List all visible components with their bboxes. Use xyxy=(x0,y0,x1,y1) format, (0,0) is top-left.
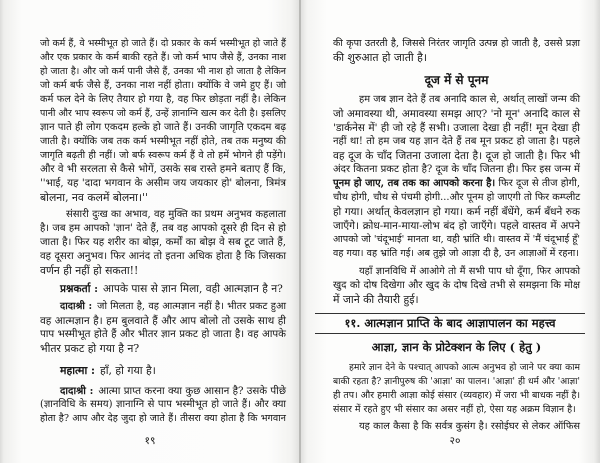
text-line: है। जब हम आपको 'ज्ञान' देते हैं, तब वह आपको दूसरे ही दिन से हो xyxy=(40,223,286,234)
text-line: हो जाता है। और जो कर्म पानी जैसे हैं, उनका भी नाश हो जाता है लेकिन xyxy=(40,66,286,77)
sub-heading: आज्ञा, ज्ञान के प्रोटेक्शन के लिए ( हेतु ) xyxy=(371,340,542,354)
text-run: फिर दूज से तीज होगी, xyxy=(495,178,581,189)
dialog-paragraph xyxy=(40,384,286,426)
text-line: संसार में रहते हुए भी संसार का असर नहीं हो, ऐसा यह अक्रम विज्ञान है। xyxy=(333,404,576,415)
text-line: पाप भस्मीभूत होते हैं और भीतर ज्ञान प्रकट हो जाता है। वह आपके xyxy=(40,329,286,340)
text-line xyxy=(333,177,580,191)
text-line: में जाने की तैयारी हुई। xyxy=(333,293,419,306)
text-line: ही तप। और हमारी आज्ञा कोई संसार (व्यवहार) में जरा भी बाधक नहीं है। xyxy=(333,390,580,401)
chapter-heading: ११. आत्मज्ञान प्राप्ति के बाद आज्ञापालन का महत्त्व xyxy=(315,313,585,334)
text-line: जाती है। क्योंकि जब तक कर्म भस्मीभूत नहीं होते, तब तक मनुष्य की xyxy=(40,136,286,147)
text-line: बाकी रहता है? ज्ञानीपुरुष की 'आज्ञा' का पालन। 'आज्ञा' ही धर्म और 'आज्ञा' xyxy=(333,377,580,387)
text-line: जागृति बढ़ती ही नहीं। जो बर्फ स्वरूप कर्म हैं वे तो हमें भोगने ही पड़ेंगे। xyxy=(40,150,286,161)
left-page xyxy=(0,0,299,463)
dialog-text: जो मिलता है, वह आत्मज्ञान नहीं है। भीतर प्रकट हुआ xyxy=(97,301,286,312)
dialog-paragraph xyxy=(40,282,286,296)
text-line: 'डार्कनेस में' ही जो रहे हैं सभी। उजाला देखा ही नहीं! मून देखा ही xyxy=(333,122,580,134)
text-line: वह आत्मज्ञान है। हम बुलवाते हैं और आप बोलो तो उसके साथ ही xyxy=(40,315,286,327)
text-line: हो गया। अर्थात् केवलज्ञान हो गया। कर्म नहीं बँधेंगे, कर्म बँधने रुक xyxy=(333,206,580,218)
text-line: जो अमावस्या थी, अमावस्या समझ आए? 'नो मून' अनादि काल से xyxy=(333,108,580,120)
text-line: आपको जो 'चंदूभाई' मानता था, वही भ्रांति थी। वास्तव में 'मैं चंदूभाई हूँ' xyxy=(333,234,580,245)
emphasized-text: पूनम हो जाए, तब तक का आपको करना है। xyxy=(333,178,496,189)
paragraph xyxy=(333,265,580,307)
dialog-paragraph xyxy=(40,364,286,378)
text-line: ''भाई, यह 'दादा भगवान के असीम जय जयकार हो' बोलना, त्रिमंत्र xyxy=(40,178,286,189)
page-number: २० xyxy=(449,435,461,447)
text-line: जो कर्म बर्फ जैसे हैं, उनका नाश नहीं होता। क्योंकि वे जमे हुए हैं। जो xyxy=(40,80,286,91)
text-line: यह काल कैसा है कि सर्वत्र कुसंग है। रसोईघर से लेकर ऑफिस xyxy=(359,421,580,432)
text-line: जो कर्म हैं, वे भस्मीभूत हो जाते हैं। दो प्रकार के कर्म भस्मीभूत हो जाते हैं xyxy=(40,38,286,49)
text-line: यहाँ ज्ञानविधि में आओगे तो मैं सभी पाप धो दूँगा, फिर आपको xyxy=(359,266,580,277)
text-line: भीतर प्रकट हो गया है न? xyxy=(40,342,140,355)
text-line: और एक प्रकार के कर्म बाकी रहते हैं। जो कर्म भाप जैसे हैं, उनका नाश xyxy=(40,52,286,63)
page-number: १९ xyxy=(144,435,156,447)
text-line: और वे भी सरलता से कैसे भोगें, उसके सब रास्ते हमने बताए हैं कि, xyxy=(40,164,286,175)
speaker-label: दादाश्री : xyxy=(60,385,94,397)
speaker-label: प्रश्नकर्ता : xyxy=(60,283,99,295)
dialog-text: हाँ, हो गया है। xyxy=(100,364,156,377)
text-line xyxy=(40,364,286,378)
speaker-label: दादाश्री : xyxy=(60,301,93,312)
paragraph xyxy=(40,37,286,205)
section-heading: दूज में से पूनम xyxy=(424,73,489,87)
text-line: हम जब ज्ञान देते हैं तब अनादि काल से, अर्थात् लाखों जन्म की xyxy=(359,94,580,105)
text-line: (ज्ञानविधि के समय) ज्ञानाग्नि से पाप भस्मीभूत हो जाते हैं। और क्या xyxy=(40,399,286,410)
text-line: चौथ होगी, चौथ से पंचमी होगी...और पूनम हो जाएगी तो फिर कम्प्लीट xyxy=(333,192,581,203)
paragraph xyxy=(333,93,580,261)
text-line: वह दूसरा अनुभव। फिर आनंद तो इतना अधिक होता है कि जिसका xyxy=(40,251,286,262)
text-line: नहीं था! तो हम जब यह ज्ञान देते हैं तब मून प्रकट हो जाता है। पहले xyxy=(333,136,580,147)
text-line: कर्म फल देने के लिए तैयार हो गया है, वह फिर छोड़ता नहीं है। लेकिन xyxy=(40,94,286,105)
text-line: वह गया। वह भ्रांति गई। अब तुझे जो आज्ञा दी है, उन आज्ञाओं में रहना। xyxy=(333,248,579,259)
text-line: ज्ञान पाते ही लोग एकदम हल्के हो जाते हैं। उनकी जागृति एकदम बढ़ xyxy=(40,122,286,133)
text-line: की शुरुआत हो जाती है। xyxy=(333,51,427,64)
paragraph xyxy=(333,420,580,434)
text-line: की कृपा उतरती है, जिससे निरंतर जागृति उत्पन्न हो जाती है, उससे प्रज्ञा xyxy=(333,38,580,49)
text-line: बोलना, नव कलमें बोलना।'' xyxy=(40,191,148,204)
dialog-text: आत्मा प्राप्त करना क्या कुछ आसान है? उसके पीछे xyxy=(98,386,286,397)
text-line: होता है? आप और देह जुदा हो जाते हैं। तीसरा क्या होता है कि भगवान xyxy=(40,413,286,424)
text-line: अंदर कितना प्रकट होता है? दूज के चाँद जितना ही। फिर इस जन्म में xyxy=(333,164,580,175)
speaker-label: महात्मा : xyxy=(60,364,96,377)
text-line xyxy=(40,384,286,398)
dialog-paragraph xyxy=(40,300,286,356)
paragraph xyxy=(333,361,580,417)
text-line xyxy=(40,300,286,314)
paragraph xyxy=(40,208,286,278)
text-line: वर्णन ही नहीं हो सकता!! xyxy=(40,264,139,277)
text-line: जाएँगे। क्रोध-मान-माया-लोभ बंद हो जाएँगे। पहले वास्तव में अपने xyxy=(333,220,580,232)
text-line: संसारी दुःख का अभाव, वह मुक्ति का प्रथम अनुभव कहलाता xyxy=(66,209,286,220)
text-line: वह दूज के चाँद जितना उजाला देता है। दूज हो जाती है। फिर भी xyxy=(333,150,580,162)
dialog-text: आपके पास से ज्ञान मिला, वही आत्मज्ञान है न? xyxy=(103,283,283,295)
paragraph-continued xyxy=(333,37,580,65)
text-line: हमारे ज्ञान देने के पश्चात् आपको आत्म अनुभव हो जाने पर क्या काम xyxy=(349,362,580,373)
text-line: खुद को दोष दिखेगा और खुद के दोष दिखे तभी से समझना कि मोक्ष xyxy=(333,280,580,291)
text-line xyxy=(40,282,286,296)
right-page xyxy=(301,0,600,463)
text-line: पानी और भाप स्वरूप जो कर्म हैं, उन्हें ज्ञानाग्नि खत्म कर देती है। इसलिए xyxy=(40,108,286,119)
text-line: जाता है। फिर यह शरीर का बोझ, कर्मों का बोझ वे सब टूट जाते हैं, xyxy=(40,237,286,248)
